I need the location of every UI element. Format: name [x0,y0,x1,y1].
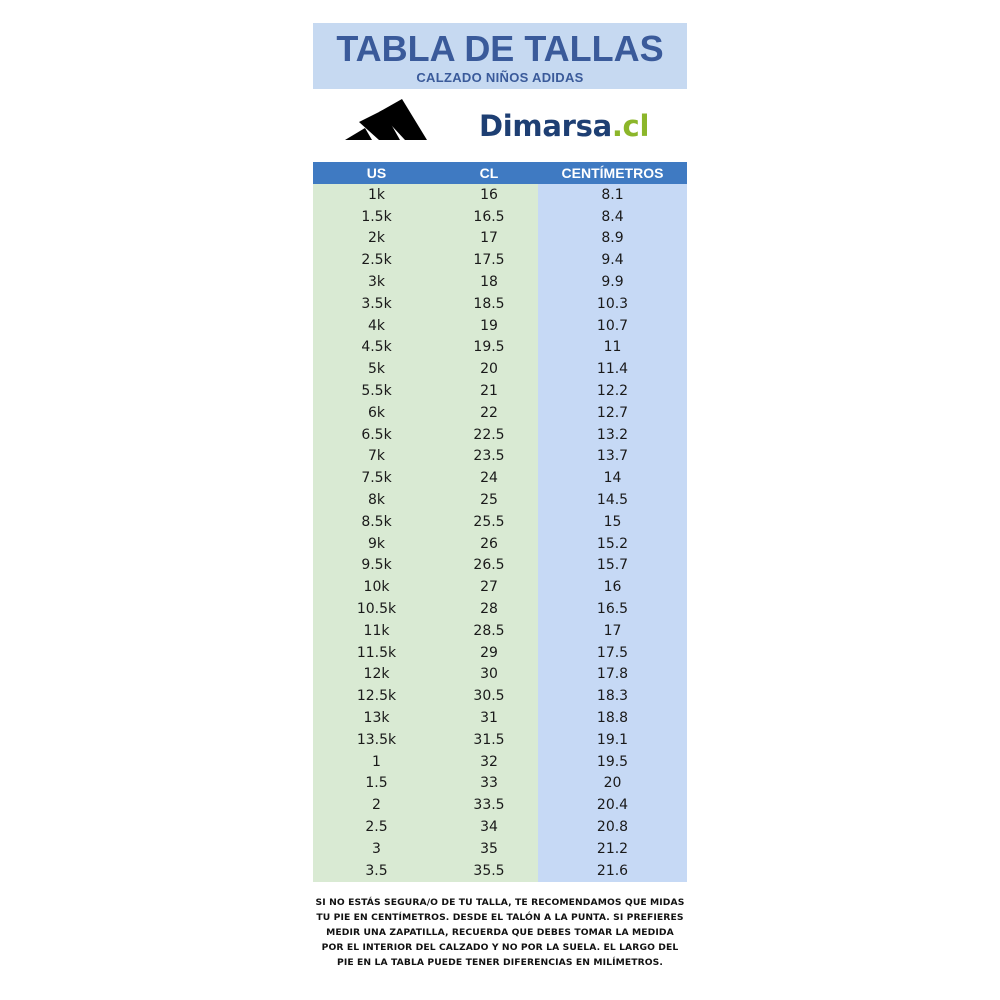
cell-cm: 21.6 [538,860,687,882]
cell-cl: 34 [440,816,538,838]
table-row [313,511,687,533]
cell-cm: 16.5 [538,598,687,620]
cell-cm: 19.5 [538,751,687,773]
cell-cl: 28 [440,598,538,620]
cell-cm: 8.1 [538,184,687,206]
cell-cl: 33.5 [440,794,538,816]
cell-cl: 22 [440,402,538,424]
table-row [313,816,687,838]
cell-cm: 16 [538,576,687,598]
table-row [313,794,687,816]
table-row [313,402,687,424]
table-row [313,293,687,315]
cell-us: 13.5k [313,729,440,751]
cell-cl: 17 [440,228,538,250]
cell-us: 5k [313,358,440,380]
size-chart-sheet [313,23,687,882]
table-row [313,184,687,206]
cell-us: 1 [313,751,440,773]
cell-cm: 17 [538,620,687,642]
dimarsa-logo-main: Dimarsa [479,109,612,143]
cell-cm: 18.3 [538,685,687,707]
table-row [313,555,687,577]
table-row [313,860,687,882]
cell-us: 7.5k [313,467,440,489]
cell-us: 10k [313,576,440,598]
cell-cl: 32 [440,751,538,773]
cell-cm: 14 [538,467,687,489]
cell-us: 3k [313,271,440,293]
cell-us: 11.5k [313,642,440,664]
cell-cm: 13.2 [538,424,687,446]
cell-us: 6k [313,402,440,424]
size-table [313,162,687,882]
cell-us: 5.5k [313,380,440,402]
table-row [313,685,687,707]
cell-us: 2.5k [313,249,440,271]
cell-cl: 26.5 [440,555,538,577]
cell-us: 8k [313,489,440,511]
cell-cm: 15.2 [538,533,687,555]
adidas-logo-icon [343,98,429,150]
cell-us: 3 [313,838,440,860]
cell-cl: 31 [440,707,538,729]
cell-cm: 15.7 [538,555,687,577]
cell-cm: 20.8 [538,816,687,838]
cell-cl: 31.5 [440,729,538,751]
page-subtitle: CALZADO NIÑOS ADIDAS [416,70,584,85]
cell-cl: 35 [440,838,538,860]
cell-cm: 20.4 [538,794,687,816]
cell-us: 9k [313,533,440,555]
cell-cl: 25 [440,489,538,511]
cell-us: 13k [313,707,440,729]
table-row [313,206,687,228]
cell-cm: 17.5 [538,642,687,664]
cell-cl: 16 [440,184,538,206]
cell-cl: 30.5 [440,685,538,707]
table-row [313,664,687,686]
cell-us: 3.5k [313,293,440,315]
cell-us: 8.5k [313,511,440,533]
cell-cm: 17.8 [538,664,687,686]
measurement-note [305,895,695,970]
cell-cm: 15 [538,511,687,533]
cell-cm: 18.8 [538,707,687,729]
cell-cl: 25.5 [440,511,538,533]
cell-us: 6.5k [313,424,440,446]
table-row [313,707,687,729]
cell-cl: 28.5 [440,620,538,642]
table-row [313,598,687,620]
table-row [313,620,687,642]
cell-cl: 23.5 [440,446,538,468]
cell-cl: 19 [440,315,538,337]
cell-us: 12.5k [313,685,440,707]
note-line: PIE EN LA TABLA PUEDE TENER DIFERENCIAS EN MILÍMETROS. [337,957,663,968]
cell-cm: 11.4 [538,358,687,380]
cell-cm: 21.2 [538,838,687,860]
page-title: TABLA DE TALLAS [336,28,664,69]
table-row [313,642,687,664]
cell-cl: 19.5 [440,337,538,359]
cell-cl: 35.5 [440,860,538,882]
cell-us: 4.5k [313,337,440,359]
dimarsa-logo [479,107,649,145]
table-header-row [313,162,687,184]
cell-us: 12k [313,664,440,686]
cell-cm: 11 [538,337,687,359]
table-row [313,773,687,795]
logo-bar [313,89,687,162]
cell-us: 3.5 [313,860,440,882]
cell-us: 1.5 [313,773,440,795]
table-row [313,446,687,468]
column-header-cm: CENTÍMETROS [538,162,687,184]
table-row [313,729,687,751]
table-row [313,380,687,402]
cell-cl: 18 [440,271,538,293]
cell-cl: 20 [440,358,538,380]
cell-cl: 24 [440,467,538,489]
cell-cl: 29 [440,642,538,664]
cell-us: 4k [313,315,440,337]
cell-cm: 10.7 [538,315,687,337]
column-header-us: US [313,162,440,184]
table-row [313,838,687,860]
cell-us: 2.5 [313,816,440,838]
cell-us: 10.5k [313,598,440,620]
cell-us: 7k [313,446,440,468]
cell-cl: 21 [440,380,538,402]
table-row [313,424,687,446]
cell-cl: 18.5 [440,293,538,315]
table-row [313,576,687,598]
title-header [313,23,687,89]
cell-cm: 9.4 [538,249,687,271]
cell-us: 1k [313,184,440,206]
cell-cm: 19.1 [538,729,687,751]
table-body [313,184,687,882]
note-line: POR EL INTERIOR DEL CALZADO Y NO POR LA SUELA. EL LARGO DEL [321,942,679,953]
cell-cl: 27 [440,576,538,598]
table-row [313,467,687,489]
cell-us: 1.5k [313,206,440,228]
cell-cl: 17.5 [440,249,538,271]
table-row [313,337,687,359]
cell-cm: 10.3 [538,293,687,315]
cell-cm: 12.2 [538,380,687,402]
cell-cm: 8.9 [538,228,687,250]
cell-us: 2 [313,794,440,816]
table-row [313,533,687,555]
table-row [313,228,687,250]
cell-cl: 16.5 [440,206,538,228]
cell-cm: 20 [538,773,687,795]
cell-cm: 13.7 [538,446,687,468]
table-row [313,751,687,773]
cell-cm: 9.9 [538,271,687,293]
cell-cm: 14.5 [538,489,687,511]
table-row [313,271,687,293]
cell-cm: 12.7 [538,402,687,424]
note-line: SI NO ESTÁS SEGURA/O DE TU TALLA, TE RECOMENDAMOS QUE MIDAS [315,897,685,908]
dimarsa-logo-accent: .cl [611,109,650,143]
cell-us: 2k [313,228,440,250]
note-line: TU PIE EN CENTÍMETROS. DESDE EL TALÓN A LA PUNTA. SI PREFIERES [316,912,684,923]
column-header-cl: CL [440,162,538,184]
table-row [313,315,687,337]
cell-cl: 26 [440,533,538,555]
note-line: MEDIR UNA ZAPATILLA, RECUERDA QUE DEBES TOMAR LA MEDIDA [326,927,674,938]
cell-cm: 8.4 [538,206,687,228]
cell-cl: 22.5 [440,424,538,446]
cell-cl: 30 [440,664,538,686]
cell-us: 9.5k [313,555,440,577]
table-row [313,489,687,511]
cell-us: 11k [313,620,440,642]
table-row [313,249,687,271]
cell-cl: 33 [440,773,538,795]
table-row [313,358,687,380]
